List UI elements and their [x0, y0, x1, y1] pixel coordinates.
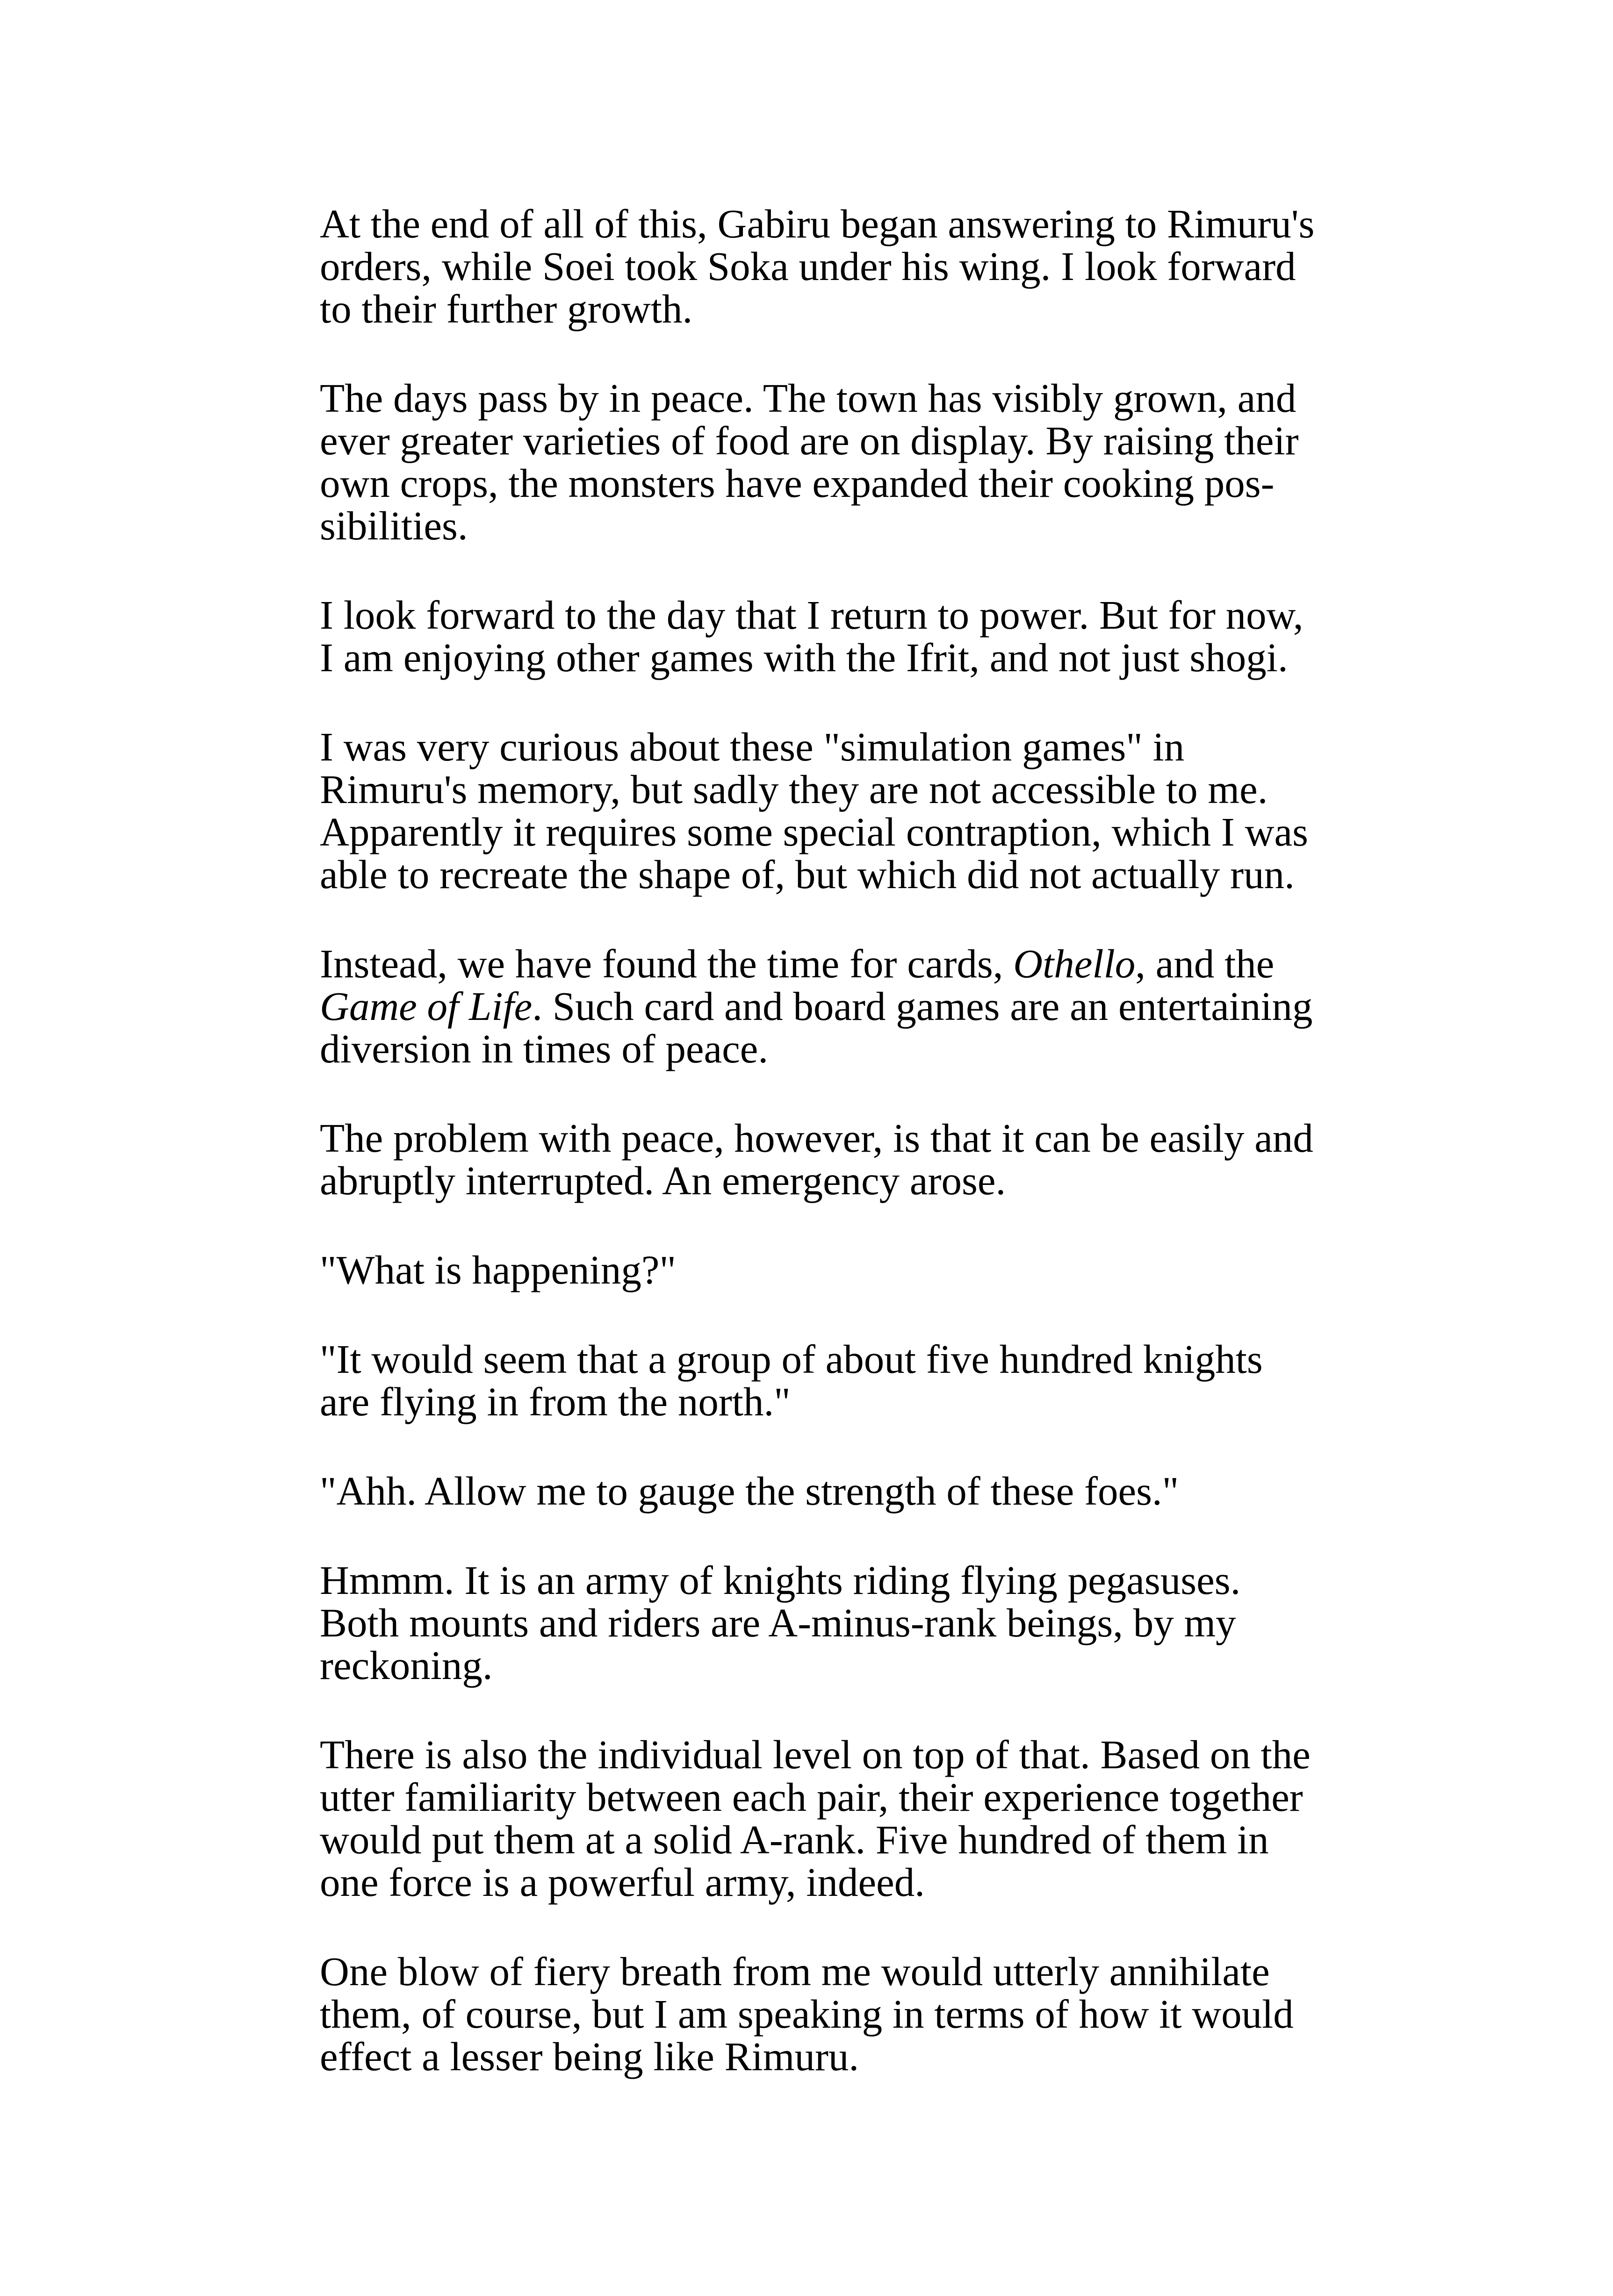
text-run: are flying in from the north.": [320, 1379, 791, 1424]
italic-text-run: Game of Life: [320, 983, 533, 1029]
text-run: one force is a powerful army, indeed.: [320, 1859, 925, 1905]
text-run: Instead, we have found the time for cards,: [320, 941, 1014, 986]
text-run: orders, while Soei took Soka under his wing. I look forward: [320, 244, 1296, 289]
text-run: effect a lesser being like Rimuru.: [320, 2034, 859, 2079]
text-line: [320, 287, 1276, 330]
paragraph: [320, 724, 1308, 897]
text-line: [320, 1027, 1276, 1070]
paragraph: [320, 1248, 1276, 1291]
text-line: [320, 1470, 1276, 1512]
italic-text-run: Othello: [1013, 941, 1136, 986]
paragraph: [320, 201, 1315, 331]
text-line: [320, 983, 1313, 1029]
text-line: [320, 725, 1276, 768]
text-line: [320, 504, 1276, 547]
text-line: [320, 418, 1299, 463]
text-run: sibilities.: [320, 503, 468, 548]
text-run: At the end of all of this, Gabiru began answering to Rimuru's: [320, 201, 1315, 246]
text-run: The problem with peace, however, is that it can be easily and: [320, 1115, 1313, 1161]
paragraph: [320, 1559, 1276, 1686]
paragraph: [320, 375, 1299, 548]
text-run: own crops, the monsters have expanded their cooking pos-: [320, 460, 1275, 506]
text-run: would put them at a solid A-rank. Five hundred of them in: [320, 1817, 1269, 1862]
text-line: [320, 375, 1296, 421]
text-line: [320, 201, 1315, 246]
text-run: "Ahh. Allow me to gauge the strength of these foes.": [320, 1468, 1179, 1514]
text-line: [320, 1159, 1276, 1202]
text-line: [320, 1601, 1276, 1644]
text-run: Apparently it requires some special contraption, which I was: [320, 809, 1308, 854]
paragraph: [320, 1732, 1311, 1905]
text-line: [320, 1380, 1276, 1423]
text-run: Both mounts and riders are A-minus-rank beings, by my: [320, 1600, 1236, 1645]
text-run: able to recreate the shape of, but which did not actually run.: [320, 852, 1295, 897]
page-text-column: [320, 201, 1315, 2124]
text-run: The days pass by in peace. The town has visibly grown, and: [320, 375, 1296, 421]
text-run: I was very curious about these "simulation games" in: [320, 724, 1185, 769]
text-run: "It would seem that a group of about five hundred knights: [320, 1336, 1263, 1382]
text-line: [320, 1861, 1276, 1903]
text-run: I am enjoying other games with the Ifrit, and not just shogi.: [320, 635, 1288, 680]
text-run: . Such card and board games are an entertaining: [532, 983, 1313, 1029]
text-line: [320, 635, 1288, 680]
text-line: [320, 852, 1295, 897]
text-run: to their further growth.: [320, 286, 693, 331]
text-line: [320, 942, 1276, 985]
text-run: reckoning.: [320, 1643, 493, 1688]
text-line: [320, 1644, 1276, 1686]
text-line: [320, 1774, 1303, 1820]
text-run: Rimuru's memory, but sadly they are not accessible to me.: [320, 767, 1268, 812]
text-line: [320, 1248, 1276, 1291]
paragraph: [320, 1115, 1313, 1203]
text-line: [320, 768, 1276, 811]
text-line: [320, 1732, 1311, 1777]
text-run: ever greater varieties of food are on display. By raising their: [320, 418, 1299, 463]
text-run: , and the: [1135, 941, 1275, 986]
text-run: One blow of fiery breath from me would utterly annihilate: [320, 1949, 1270, 1994]
text-line: [320, 1115, 1313, 1161]
text-line: [320, 1338, 1276, 1380]
text-line: [320, 462, 1276, 504]
text-line: [320, 1818, 1276, 1861]
text-run: There is also the individual level on top of that. Based on the: [320, 1732, 1311, 1777]
paragraph: [320, 941, 1313, 1071]
text-run: "What is happening?": [320, 1247, 676, 1292]
paragraph: [320, 592, 1303, 680]
text-run: them, of course, but I am speaking in terms of how it would: [320, 1991, 1294, 2037]
text-line: [320, 1559, 1276, 1601]
paragraph: [320, 1470, 1276, 1512]
text-line: [320, 1950, 1276, 1993]
text-run: I look forward to the day that I return to power. But for now,: [320, 592, 1303, 638]
text-line: [320, 592, 1303, 638]
text-line: [320, 809, 1308, 854]
text-run: diversion in times of peace.: [320, 1026, 769, 1071]
paragraph: [320, 1338, 1276, 1423]
text-line: [320, 1991, 1294, 2037]
text-line: [320, 244, 1296, 289]
text-line: [320, 2035, 1276, 2078]
text-run: Hmmm. It is an army of knights riding flying pegasuses.: [320, 1557, 1241, 1603]
text-run: utter familiarity between each pair, their experience together: [320, 1774, 1303, 1820]
paragraph: [320, 1949, 1294, 2079]
text-run: abruptly interrupted. An emergency arose.: [320, 1158, 1006, 1203]
